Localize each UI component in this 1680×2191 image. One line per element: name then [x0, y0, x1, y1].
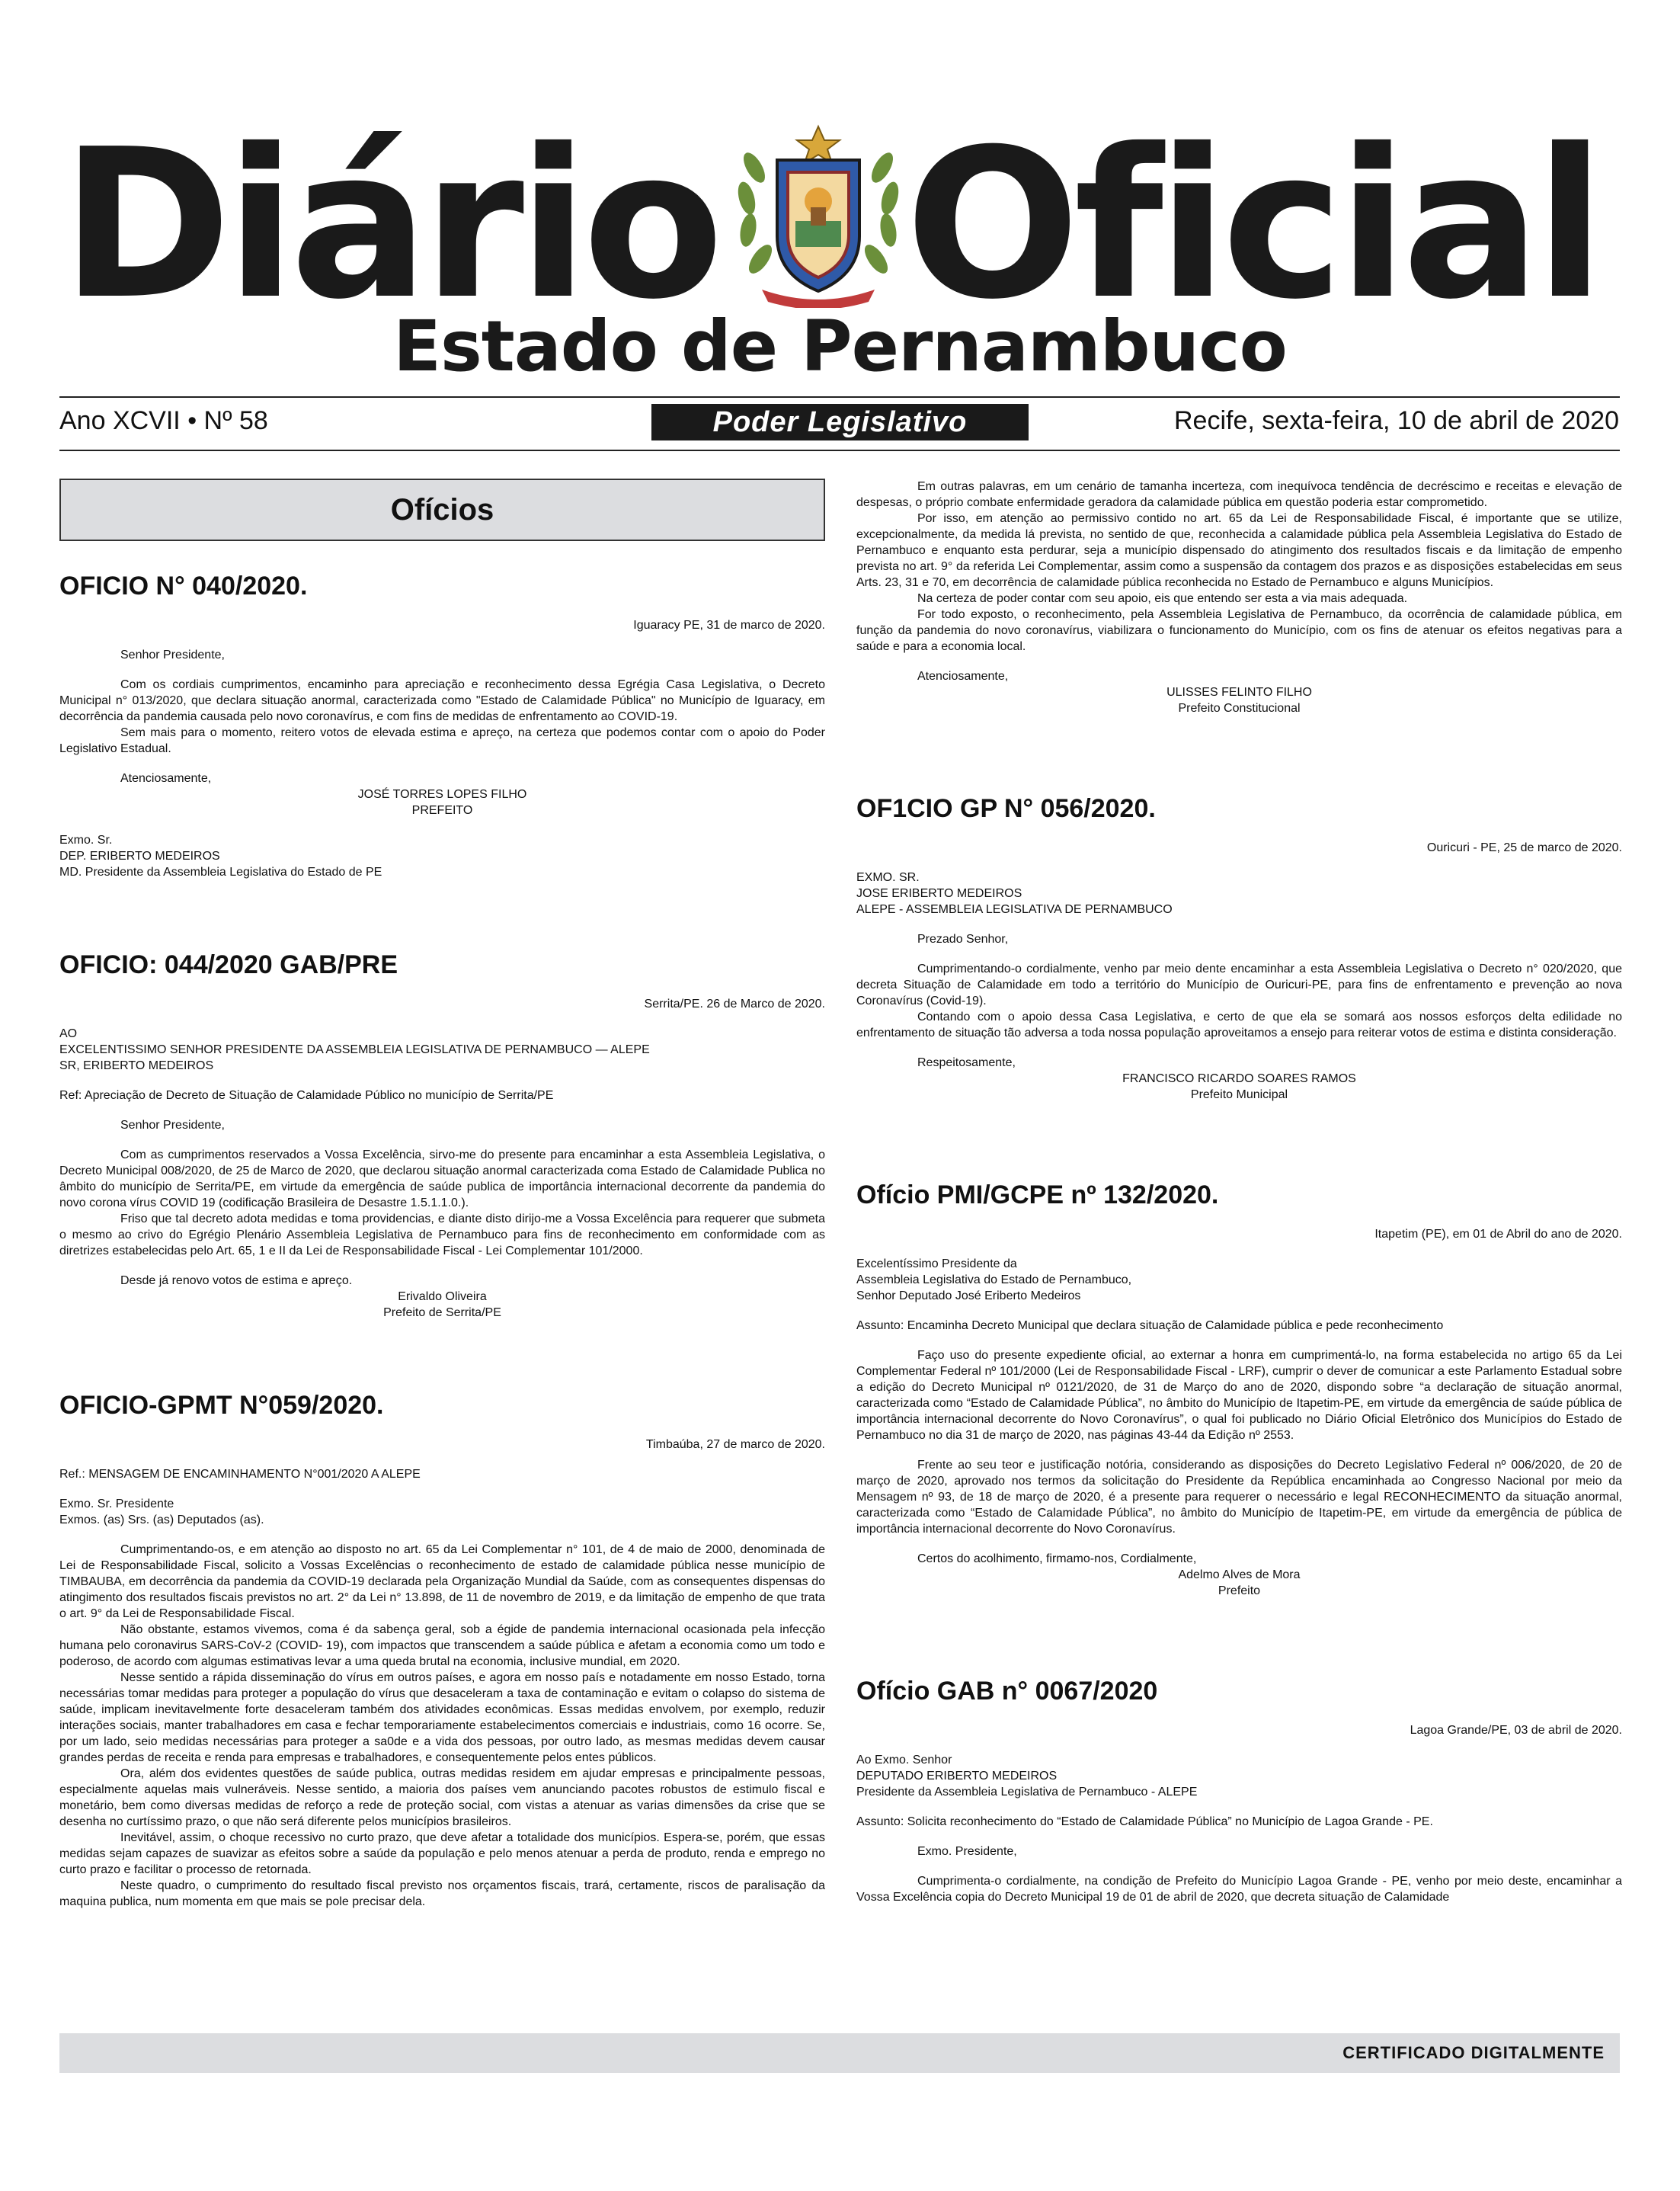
signer-role: Prefeito de Serrita/PE: [383, 1306, 501, 1319]
addressee-line: DEP. ERIBERTO MEDEIROS: [59, 850, 220, 863]
paragraph: Friso que tal decreto adota medidas e toma providencias, e diante disto dirijo-me a Vossa Excelência para requerer que submeta o mesmo ao crivo do Egrégio Plenário Assembleia Legislativa de Pernambuco para fins de reconhecimento em conformidade com as diretrizes estabelecidas pelo Art. 65, 1 e II da Lei de Responsabilidade Fiscal - Lei Complementar 101/2000.: [59, 1212, 825, 1257]
reference: Ref.: MENSAGEM DE ENCAMINHAMENTO N°001/2020 A ALEPE: [59, 1468, 421, 1481]
article-oficio-040: [59, 570, 825, 880]
addressee-line: Exmo. Sr.: [59, 834, 113, 847]
addressee-line: SR, ERIBERTO MEDEIROS: [59, 1059, 214, 1072]
edition-date: Recife, sexta-feira, 10 de abril de 2020: [1173, 406, 1619, 435]
addressee-line: Excelentíssimo Presidente da: [856, 1257, 1017, 1270]
signer-name: Adelmo Alves de Mora: [1178, 1568, 1301, 1581]
addressee-line: Exmo. Sr. Presidente: [59, 1498, 174, 1510]
masthead-title-left: Diário: [61, 104, 718, 344]
salutation: Senhor Presidente,: [120, 1119, 225, 1132]
paragraph: Desde já renovo votos de estima e apreço.: [120, 1274, 353, 1287]
signer-role: Prefeito Constitucional: [1178, 702, 1301, 715]
paragraph: Neste quadro, o cumprimento do resultado fiscal previsto nos orçamentos fiscais, trará, certamente, riscos de paralisação da maquina publica, num momenta em que mais se pole precisar dela.: [59, 1879, 825, 1908]
digital-certificate-label: CERTIFICADO DIGITALMENTE: [1342, 2043, 1605, 2062]
paragraph: For todo exposto, o reconhecimento, pela Assembleia Legislativa de Pernambuco, da ocorrência de calamidade pública, em função da pandemia do novo coronavírus, viabilizara o funcionamento do Município, com os fins de atenuar os efeitos negativas para a saúde e para a economia local.: [856, 608, 1622, 653]
addressee-line: ALEPE - ASSEMBLEIA LEGISLATIVA DE PERNAMBUCO: [856, 903, 1173, 916]
signer-name: Erivaldo Oliveira: [398, 1290, 487, 1303]
left-column: [59, 479, 825, 1954]
place-date: Serrita/PE. 26 de Marco de 2020.: [644, 998, 825, 1011]
paragraph: Cumprimentando-os, e em atenção ao disposto no art. 65 da Lei Complementar n° 101, de 4 de maio de 2000, denominada de Lei de Responsabilidade Fiscal, solicito a Vossas Excelências o reconhecimento de estado de calamidade pública nesse município de TIMBAUBA, em decorrência da pandemia da COVID-19 declarada pela Organização Mundial da Saúde, com as consequentes dispensas do atingimento dos resultados fiscais previstos no art. 2° da Lei n° 13.898, de 11 de novembro de 2019, e da limitação de empenho de que trata o art. 9° da Lei de Responsabilidade Fiscal.: [59, 1543, 825, 1620]
paragraph: Com as cumprimentos reservados a Vossa Excelência, sirvo-me do presente para encaminhar a esta Assembleia Legislativa, o Decreto Municipal 008/2020, de 25 de Marco de 2020, que declarou situação anormal caracterizada coma Estado de Calamidade Publica no âmbito do município de Serrita/PE, em virtude da emergência de saúde publica de importância internacional decorrente da pandemia do novo corona vírus COVID 19 (codificação Brasileira de Desastre 1.5.1.1.0.).: [59, 1148, 825, 1209]
signer-role: Prefeito Municipal: [1190, 1088, 1288, 1101]
addressee-line: MD. Presidente da Assembleia Legislativa do Estado de PE: [59, 866, 382, 879]
addressee-line: DEPUTADO ERIBERTO MEDEIROS: [856, 1770, 1058, 1783]
closing: Respeitosamente,: [917, 1056, 1016, 1069]
signer-role: PREFEITO: [411, 804, 473, 817]
paragraph: Inevitável, assim, o choque recessivo no curto prazo, que deve afetar a totalidade dos municípios. Espera-se, porém, que essas medidas sejam capazes de suavizar as efeitos sobre a saúde da população e pelo menos atenuar a perda de produto, renda e emprego no curto prazo e facilitar o processo de retornada.: [59, 1831, 825, 1876]
article-heading: Ofício GAB n° 0067/2020: [856, 1677, 1158, 1706]
signer-name: ULISSES FELINTO FILHO: [1166, 686, 1312, 699]
masthead-top-rule: [59, 396, 1620, 398]
subject: Assunto: Solicita reconhecimento do “Estado de Calamidade Pública” no Município de Lagoa Grande - PE.: [856, 1815, 1433, 1828]
salutation: Exmo. Presidente,: [917, 1845, 1017, 1858]
addressee-line: Exmos. (as) Srs. (as) Deputados (as).: [59, 1514, 264, 1526]
place-date: Itapetim (PE), em 01 de Abril do ano de 2020.: [1374, 1228, 1622, 1241]
footer-bar: [59, 2033, 1620, 2073]
salutation: Senhor Presidente,: [120, 649, 225, 661]
closing: Certos do acolhimento, firmamo-nos, Cordialmente,: [917, 1552, 1197, 1565]
paragraph: Cumprimenta-o cordialmente, na condição de Prefeito do Município Lagoa Grande - PE, venho por meio deste, encaminhar a Vossa Excelência copia do Decreto Municipal 19 de 01 de abril de 2020, que decreta situação de Calamidade: [856, 1875, 1622, 1904]
paragraph: Contando com o apoio dessa Casa Legislativa, e certo de que ela se somará aos nossos esforços delta edilidade no enfrentamento de situação tão adversa a toda nossa população aproveitamos a ensejo para reiterar votos de estima e distinta consideração.: [856, 1011, 1622, 1039]
section-title: Ofícios: [59, 479, 825, 541]
reference: Ref: Apreciação de Decreto de Situação de Calamidade Público no município de Serrita/PE: [59, 1089, 554, 1102]
paragraph: Cumprimentando-o cordialmente, venho par meio dente encaminhar a esta Assembleia Legislativa o Decreto n° 020/2020, que decreta Situação de Calamidade em todo a território do Município de Ouricuri-PE, para fins de enfrentamento e prevenção ao nova Coronavírus (Covid-19).: [856, 963, 1622, 1007]
pernambuco-coat-of-arms-icon: [731, 122, 905, 308]
article-heading: OFICIO-GPMT N°059/2020.: [59, 1391, 384, 1420]
article-oficio-056: [856, 793, 1622, 1103]
article-heading: OFICIO N° 040/2020.: [59, 572, 308, 601]
place-date: Ouricuri - PE, 25 de marco de 2020.: [1426, 841, 1622, 854]
paragraph: Faço uso do presente expediente oficial, ao externar a honra em cumprimentá-lo, na forma estabelecida no artigo 65 da Lei Complementar Federal nº 101/2000 (Lei de Responsabilidade Fiscal - LRF), cumprir o dever de comunicar a este Parlamento Estadual sobre a edição do Decreto Municipal nº 0121/2020, de 31 de Março do ano de 2020, dispondo sobre “a declaração de situação anormal, caracterizada como “Estado de Calamidade Pública”, no âmbito do Município de Itapetim-PE, em virtude da emergência de saúde pública de importância internacional decorrente do Novo Coronavírus”, o qual foi publicado no Diário Oficial Eletrônico dos Municípios do Estado de Pernambuco no dia 31 de março de 2020, nas páginas 43-44 da Edição nº 2553.: [856, 1349, 1622, 1442]
article-oficio-0067: [856, 1675, 1622, 1905]
article-oficio-132: [856, 1179, 1622, 1599]
addressee-line: EXMO. SR.: [856, 871, 920, 884]
article-oficio-044: [59, 949, 825, 1321]
addressee-line: Ao Exmo. Senhor: [856, 1754, 952, 1767]
paragraph: Não obstante, estamos vivemos, coma é da sabença geral, sob a égide de pandemia internacional ocasionada pela infecção humana pelo coronavirus SARS-CoV-2 (COVID- 19), com impactos que transcendem a saúde pública e afetam a economia como um todo e poderoso, de acordo com algumas estimativas levar a uma queda brutal na economia, inclusive mundial, em 2020.: [59, 1623, 825, 1668]
issue-number: Ano XCVII • Nº 58: [59, 406, 268, 435]
signer-name: JOSÉ TORRES LOPES FILHO: [357, 788, 527, 801]
paragraph: Ora, além dos evidentes questões de saúde publica, outras medidas residem em ajudar empresas e principalmente pessoas, especialmente aquelas mais vulneráveis. Nesse sentido, a maioria dos países vem anunciando pacotes robustos de estimulo fiscal e monetário, bem como diversas medidas de reforço a rede de proteção social, com vistas a atenuar as varias dimensões da crise que se desenha no curtíssimo prazo, o que não será diferente pelos municípios brasileiros.: [59, 1767, 825, 1828]
place-date: Timbaúba, 27 de marco de 2020.: [645, 1438, 825, 1451]
subject: Assunto: Encaminha Decreto Municipal que declara situação de Calamidade pública e pede reconhecimento: [856, 1319, 1444, 1332]
paragraph: Frente ao seu teor e justificação notória, considerando as disposições do Decreto Legislativo Federal nº 006/2020, de 20 de março de 2020, aprovado nos termos da solicitação do Presidente da República encaminhada ao Congresso Nacional por meio da Mensagem nº 93, de 18 de março de 2020, é a presente para requerer o necessário e legal RECONHECIMENTO da situação anormal, caracterizada como “Estado de Calamidade Pública”, no âmbito do Município de Itapetim-PE, em virtude da emergência de pública de importância internacional decorrente do Novo Coronavírus.: [856, 1459, 1622, 1536]
article-heading: OF1CIO GP N° 056/2020.: [856, 794, 1156, 823]
article-continuation: [856, 479, 1622, 716]
addressee-line: Presidente da Assembleia Legislativa de Pernambuco - ALEPE: [856, 1786, 1198, 1799]
closing: Atenciosamente,: [917, 670, 1009, 683]
branch-label: Poder Legislativo: [651, 404, 1029, 440]
masthead-title-right: Oficial: [905, 104, 1599, 344]
addressee-line: AO: [59, 1027, 78, 1040]
masthead-bottom-rule: [59, 450, 1620, 451]
article-oficio-059: [59, 1389, 825, 1910]
place-date: Lagoa Grande/PE, 03 de abril de 2020.: [1410, 1724, 1622, 1737]
paragraph: Com os cordiais cumprimentos, encaminho para apreciação e reconhecimento dessa Egrégia Casa Legislativa, o Decreto Municipal n° 013/2020, que declara situação anormal, caracterizada como "Estado de Calamidade Pública" no Município de Iguaracy, em decorrência da pandemia causada pelo novo coronavírus, e com fins de medidas de enfrentamento ao COVID-19.: [59, 678, 825, 723]
signer-role: Prefeito: [1218, 1584, 1261, 1597]
paragraph: Sem mais para o momento, reitero votos de elevada estima e apreço, na certeza que podemos contar com o apoio do Poder Legislativo Estadual.: [59, 726, 825, 755]
article-heading: Ofício PMI/GCPE nº 132/2020.: [856, 1180, 1219, 1209]
signer-name: FRANCISCO RICARDO SOARES RAMOS: [1122, 1072, 1356, 1085]
paragraph: Nesse sentido a rápida disseminação do vírus em outros países, e agora em nosso país e notadamente em nosso Estado, torna necessárias tomar medidas para proteger a população do vírus que desaceleram a taxa de contaminação e evitam o colapso do sistema de saúde, implicam inevitavelmente forte desaceleram também dos atividades econômicas. Essas medidas envolvem, por exemplo, reduzir interações sociais, manter trabalhadores em casa e fechar temporariamente estabelecimentos comerciais e industriais, como 16 ocorre. Se, por um lado, seio medidas necessárias para proteger a sa0de e a vida dos pessoas, por outro lado, as mesmas medidas devem causar grandes perdas de receita e renda para empresas e trabalhadores, e consequentemente pelos entes públicos.: [59, 1671, 825, 1764]
salutation: Prezado Senhor,: [917, 933, 1009, 946]
paragraph: Na certeza de poder contar com seu apoio, eis que entendo ser esta a via mais adequada.: [917, 592, 1408, 605]
right-column: [856, 479, 1622, 1949]
place-date: Iguaracy PE, 31 de marco de 2020.: [633, 619, 825, 632]
masthead-subtitle: Estado de Pernambuco: [393, 306, 1287, 387]
closing: Atenciosamente,: [120, 772, 212, 785]
addressee-line: EXCELENTISSIMO SENHOR PRESIDENTE DA ASSEMBLEIA LEGISLATIVA DE PERNAMBUCO — ALEPE: [59, 1043, 650, 1056]
article-heading: OFICIO: 044/2020 GAB/PRE: [59, 950, 398, 979]
paragraph: Em outras palavras, em um cenário de tamanha incerteza, com inequívoca tendência de decréscimo e receitas e elevação de despesas, o próprio combate enfermidade geradora da calamidade pública em questão poderia estar comprometido.: [856, 480, 1622, 509]
addressee-line: JOSE ERIBERTO MEDEIROS: [856, 887, 1022, 900]
paragraph: Por isso, em atenção ao permissivo contido no art. 65 da Lei de Responsabilidade Fiscal, é importante que se utilize, excepcionalmente, da medida lá prevista, no sentido de que, reconhecida a calamidade pública pela Assembleia Legislativa do Estado de Pernambuco e enquanto esta perdurar, seja a município dispensado do atingimento dos resultados fiscais e da limitação de empenho prevista no art. 9° da referida Lei Complementar, assim como a suspensão da contagem dos prazos e as disposições estabelecidas em seus Arts. 23, 31 e 70, em decorrência de calamidade pública reconhecida no Estado de Pernambuco e alguns Municípios.: [856, 512, 1622, 589]
addressee-line: Assembleia Legislativa do Estado de Pernambuco,: [856, 1273, 1132, 1286]
addressee-line: Senhor Deputado José Eriberto Medeiros: [856, 1289, 1081, 1302]
